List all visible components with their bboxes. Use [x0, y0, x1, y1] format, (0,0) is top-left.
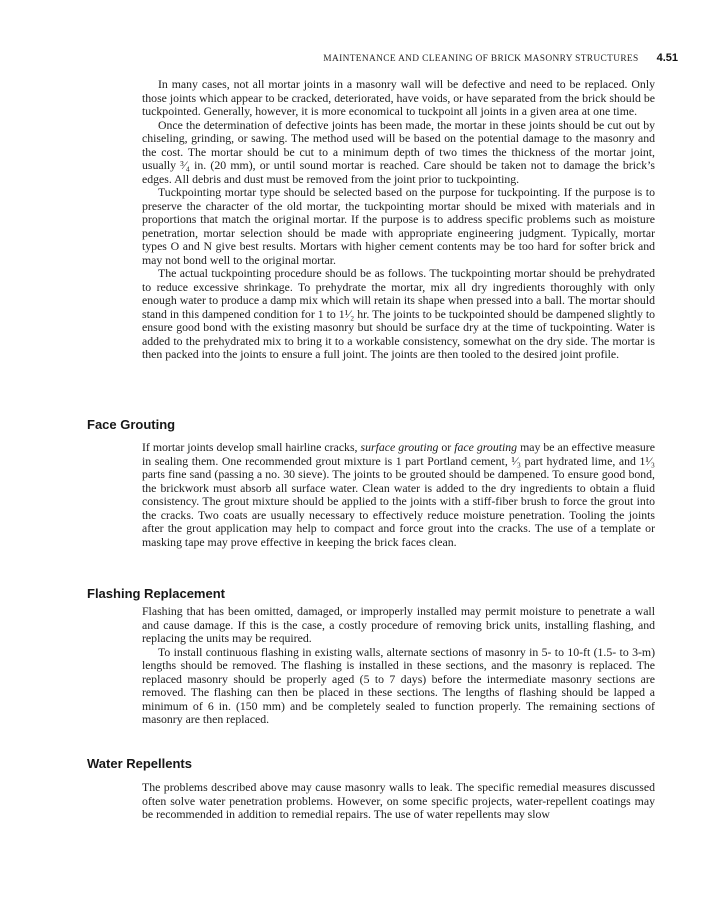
- section-water-repellents-body: [142, 781, 655, 822]
- paragraph: Flashing that has been omitted, damaged, or improperly installed may permit moisture to penetrate a wall and cause damage. If this is the case, a costly procedure of removing brick units, installing flashing, and replacing the units may be required.: [142, 604, 655, 645]
- paragraph: Tuckpointing mortar type should be selected based on the purpose for tuckpointing. If the purpose is to preserve the character of the old mortar, the tuckpointing mortar should be mixed with materials and in proportions that match the original mortar. If the purpose is to address specific problems such as moisture penetration, mortar selection should be made with appropriate engineering judgment. Typically, mortar types O and N give best results. Mortars with higher cement contents may be too hard for softer brick and may not bond well to the original mortar.: [142, 185, 655, 267]
- running-title: MAINTENANCE AND CLEANING OF BRICK MASONRY STRUCTURES: [323, 54, 639, 64]
- paragraph: The problems described above may cause masonry walls to leak. The specific remedial measures discussed often solve water penetration problems. However, on some specific projects, water-repellent coatings may be recommended in addition to remedial repairs. The use of water repellents may slow: [142, 780, 655, 821]
- paragraph: The actual tuckpointing procedure should be as follows. The tuckpointing mortar should be prehydrated to reduce excessive shrinkage. To prehydrate the mortar, mix all dry ingredients thoroughly with only enough water to produce a damp mix which will retain its shape when pressed into a ball. The mortar should stand in this dampened condition for 1 to 1¹⁄₂ hr. The joints to be tuckpointed should be dampened slightly to ensure good bond with the existing masonry but should be surface dry at the time of tuckpointing. Water is added to the prehydrated mix to bring it to a workable consistency, somewhat on the dry side. The mortar is then packed into the joints to ensure a full joint. The joints are then tooled to the desired joint profile.: [142, 266, 655, 361]
- section-tuckpointing-body: [142, 78, 655, 362]
- section-face-grouting-body: [142, 441, 655, 549]
- section-heading-face-grouting: Face Grouting: [87, 417, 176, 432]
- paragraph: Once the determination of defective joints has been made, the mortar in these joints should be cut out by chiseling, grinding, or sawing. The method used will be based on the potential damage to the masonry and the cost. The mortar should be cut to a minimum depth of two times the thickness of the mortar joint, usually ³⁄₄ in. (20 mm), or until sound mortar is reached. Care should be taken not to damage the brick’s edges. All debris and dust must be removed from the joint prior to tuckpointing.: [142, 117, 655, 186]
- section-heading-water-repellents: Water Repellents: [87, 756, 192, 771]
- section-flashing-replacement-body: [142, 605, 655, 727]
- page-number: 4.51: [656, 52, 678, 64]
- page-header: [323, 52, 678, 64]
- paragraph: To install continuous flashing in existing walls, alternate sections of masonry in 5- to 10-ft (1.5- to 3-m) lengths should be removed. The flashing is installed in these sections, and the masonry is replaced. The replaced masonry should be properly aged (5 to 7 days) before the intermediate masonry sections are removed. The flashing can then be placed in these sections. The lengths of flashing should be lapped a minimum of 6 in. (150 mm) and be completely sealed to function properly. The remaining sections of masonry are then replaced.: [142, 644, 655, 726]
- section-heading-flashing-replacement: Flashing Replacement: [87, 586, 225, 601]
- paragraph: In many cases, not all mortar joints in a masonry wall will be defective and need to be replaced. Only those joints which appear to be cracked, deteriorated, have voids, or have separated from the brick should be tuckpointed. Generally, however, it is more economical to tuckpoint all joints in a given area at one time.: [142, 77, 655, 118]
- paragraph: If mortar joints develop small hairline cracks, surface grouting or face grouting may be an effective measure in sealing them. One recommended grout mixture is 1 part Portland cement, ¹⁄₃ part hydrated lime, and 1¹⁄₃ parts fine sand (passing a no. 30 sieve). The joints to be grouted should be dampened. To ensure good bond, the brickwork must absorb all surface water. Clean water is added to the dry ingredients to obtain a fluid consistency. The grout mixture should be applied to the joints with a stiff-fiber brush to force the grout into the cracks. Two coats are usually necessary to effectively reduce moisture penetration. Tooling the joints after the grout application may help to compact and force grout into the cracks. The use of a template or masking tape may prove effective in keeping the brick faces clean.: [142, 440, 655, 549]
